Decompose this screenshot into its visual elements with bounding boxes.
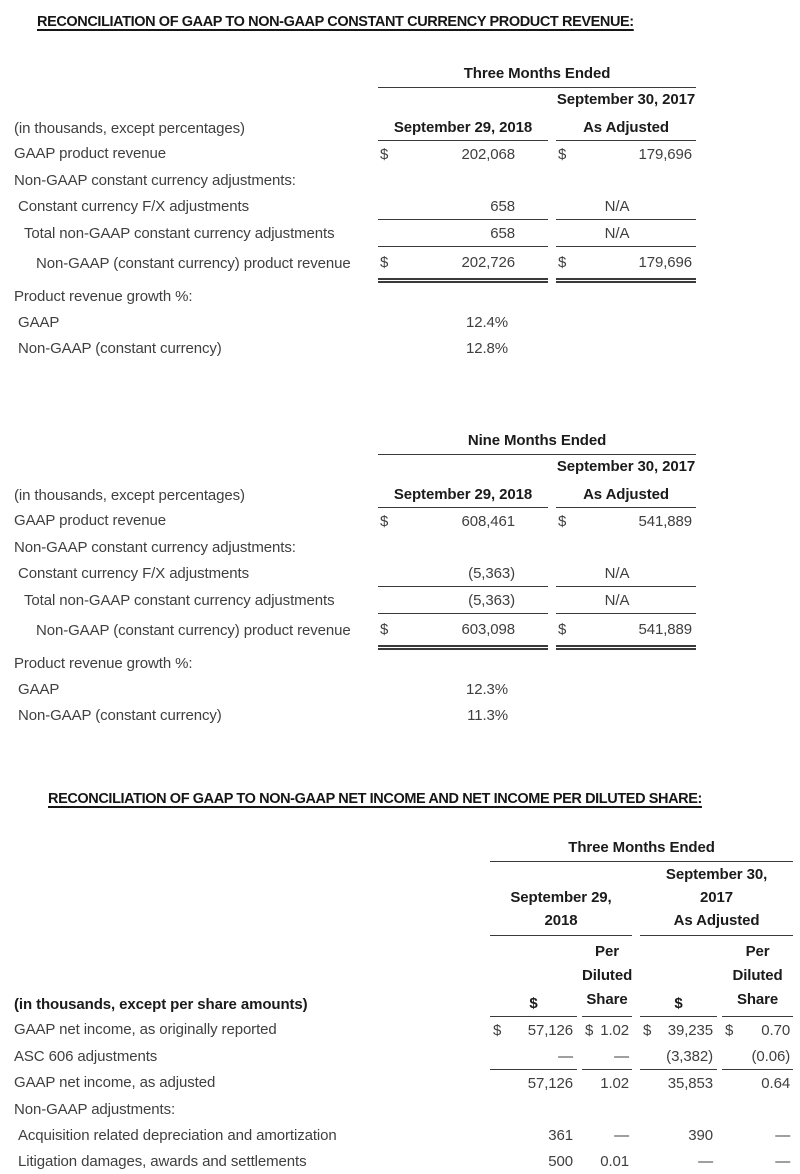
- table-row: [14, 1070, 793, 1097]
- period-header: Three Months Ended: [378, 58, 696, 88]
- value-cell: —: [558, 1047, 573, 1065]
- row-label: Non-GAAP (constant currency): [18, 339, 222, 357]
- value-cell: —: [614, 1047, 629, 1065]
- row-label: Total non-GAAP constant currency adjustments: [24, 591, 335, 609]
- value-cell: 0.01: [600, 1152, 629, 1170]
- column-header-2018: September 29, 2018: [378, 478, 548, 508]
- value-cell: —: [775, 1126, 791, 1144]
- column-header-2017-date: September 30, 2017: [556, 91, 696, 108]
- dollar-sign: $: [558, 254, 567, 271]
- table-row: [14, 534, 696, 560]
- row-label: Constant currency F/X adjustments: [18, 564, 249, 582]
- row-label: GAAP net income, as adjusted: [14, 1074, 216, 1092]
- value-cell: 608,461: [461, 512, 515, 530]
- value-cell: —: [698, 1152, 713, 1170]
- dollar-sign: $: [558, 621, 567, 638]
- table-row: [14, 1017, 793, 1044]
- net-income-table: [14, 831, 793, 1174]
- row-label: Litigation damages, awards and settlements: [18, 1152, 307, 1170]
- row-label: Total non-GAAP constant currency adjustments: [24, 224, 335, 242]
- table-row: [14, 58, 696, 88]
- dollar-sign: $: [558, 512, 567, 530]
- row-label: Non-GAAP (constant currency): [18, 706, 222, 724]
- value-cell: N/A: [556, 193, 696, 220]
- section-title-constant-currency: RECONCILIATION OF GAAP TO NON-GAAP CONSTANT CURRENCY PRODUCT REVENUE:: [37, 14, 634, 30]
- table-row: [14, 141, 696, 168]
- constant-currency-nine-months-table: [14, 425, 696, 728]
- value-cell: —: [614, 1126, 629, 1144]
- table-row: [14, 281, 696, 310]
- table-row: [14, 702, 696, 728]
- value-cell: 0.70: [761, 1021, 791, 1039]
- column-header-as-adjusted: As Adjusted: [556, 111, 696, 141]
- value-cell: 603,098: [461, 621, 515, 638]
- row-label: Non-GAAP constant currency adjustments:: [14, 538, 296, 556]
- period-header: Three Months Ended: [490, 831, 793, 862]
- group-header-2018: September 29, 2018: [490, 862, 632, 936]
- value-cell: 1.02: [600, 1021, 629, 1039]
- row-units-header: (in thousands, except percentages): [14, 486, 245, 504]
- table-row: [14, 1096, 793, 1122]
- subcolumn-header-dollars: $: [490, 936, 577, 1017]
- column-header-as-adjusted: As Adjusted: [556, 478, 696, 508]
- table-row: [14, 247, 696, 281]
- value-cell: 1.02: [600, 1074, 629, 1092]
- table-row: [14, 1043, 793, 1070]
- table-row: [14, 220, 696, 247]
- row-label: Non-GAAP (constant currency) product revenue: [36, 255, 351, 272]
- row-label: Non-GAAP constant currency adjustments:: [14, 171, 296, 189]
- table-row: [14, 560, 696, 587]
- value-cell: 202,068: [461, 145, 515, 163]
- value-cell: (5,363): [468, 564, 515, 582]
- table-row: [14, 193, 696, 220]
- value-cell: 12.4%: [465, 313, 508, 331]
- constant-currency-three-months-table: [14, 58, 696, 361]
- value-cell: 541,889: [638, 621, 693, 638]
- value-cell: (5,363): [468, 591, 515, 609]
- value-cell: 500: [548, 1152, 573, 1170]
- row-units-header: (in thousands, except per share amounts): [14, 995, 308, 1013]
- subcolumn-header-per-diluted-share: Per Diluted Share: [582, 936, 632, 1017]
- value-cell: N/A: [556, 220, 696, 247]
- value-cell: (0.06): [751, 1047, 791, 1065]
- value-cell: 12.8%: [465, 339, 508, 357]
- table-row: [14, 455, 696, 479]
- group-header-2017-as-adjusted: September 30, 2017 As Adjusted: [640, 862, 793, 936]
- table-row: [14, 309, 696, 335]
- dollar-sign: $: [493, 1021, 502, 1039]
- dollar-sign: $: [380, 145, 389, 163]
- value-cell: 39,235: [667, 1021, 713, 1039]
- row-label: ASC 606 adjustments: [14, 1047, 158, 1065]
- dollar-sign: $: [558, 145, 567, 163]
- table-row: [14, 862, 793, 936]
- column-header-2018: September 29, 2018: [378, 111, 548, 141]
- table-row: [14, 614, 696, 648]
- row-label: Constant currency F/X adjustments: [18, 197, 249, 215]
- value-cell: 179,696: [638, 145, 693, 163]
- value-cell: 361: [548, 1126, 573, 1144]
- value-cell: 12.3%: [465, 680, 508, 698]
- dollar-sign: $: [380, 512, 389, 530]
- row-label: Product revenue growth %:: [14, 287, 193, 305]
- dollar-sign: $: [380, 254, 389, 271]
- value-cell: 0.64: [761, 1074, 791, 1092]
- table-row: [14, 478, 696, 508]
- row-label: Acquisition related depreciation and amortization: [18, 1126, 337, 1144]
- value-cell: 179,696: [638, 254, 693, 271]
- table-row: [14, 831, 793, 862]
- row-label: Non-GAAP (constant currency) product revenue: [36, 622, 351, 639]
- row-label: GAAP net income, as originally reported: [14, 1021, 277, 1039]
- table-row: [14, 167, 696, 193]
- value-cell: 57,126: [527, 1074, 573, 1092]
- value-cell: 202,726: [461, 254, 515, 271]
- value-cell: 11.3%: [467, 706, 508, 724]
- dollar-sign: $: [725, 1021, 734, 1039]
- table-row: [14, 676, 696, 702]
- table-row: [14, 425, 696, 455]
- dollar-sign: $: [643, 1021, 652, 1039]
- value-cell: N/A: [556, 560, 696, 587]
- table-row: [14, 936, 793, 1017]
- value-cell: 541,889: [638, 512, 693, 530]
- value-cell: 658: [490, 197, 515, 215]
- row-label: Product revenue growth %:: [14, 654, 193, 672]
- value-cell: 390: [688, 1126, 713, 1144]
- table-row: [14, 1122, 793, 1148]
- dollar-sign: $: [585, 1021, 594, 1039]
- table-row: [14, 335, 696, 361]
- column-header-2017-date: September 30, 2017: [556, 458, 696, 475]
- table-row: [14, 1148, 793, 1174]
- value-cell: 57,126: [527, 1021, 573, 1039]
- dollar-sign: $: [380, 621, 389, 638]
- row-label: GAAP product revenue: [14, 145, 166, 163]
- value-cell: (3,382): [666, 1047, 713, 1065]
- period-header: Nine Months Ended: [378, 425, 696, 455]
- row-units-header: (in thousands, except percentages): [14, 119, 245, 137]
- value-cell: 35,853: [667, 1074, 713, 1092]
- row-label: Non-GAAP adjustments:: [14, 1100, 176, 1118]
- table-row: [14, 587, 696, 614]
- value-cell: —: [775, 1152, 791, 1170]
- table-row: [14, 111, 696, 141]
- table-row: [14, 648, 696, 677]
- value-cell: 658: [490, 224, 515, 242]
- table-row: [14, 508, 696, 535]
- section-title-net-income: RECONCILIATION OF GAAP TO NON-GAAP NET INCOME AND NET INCOME PER DILUTED SHARE:: [48, 791, 702, 807]
- row-label: GAAP product revenue: [14, 512, 166, 530]
- row-label: GAAP: [18, 680, 60, 698]
- table-row: [14, 88, 696, 112]
- subcolumn-header-dollars: $: [640, 936, 717, 1017]
- subcolumn-header-per-diluted-share: Per Diluted Share: [722, 936, 793, 1017]
- value-cell: N/A: [556, 587, 696, 614]
- row-label: GAAP: [18, 313, 60, 331]
